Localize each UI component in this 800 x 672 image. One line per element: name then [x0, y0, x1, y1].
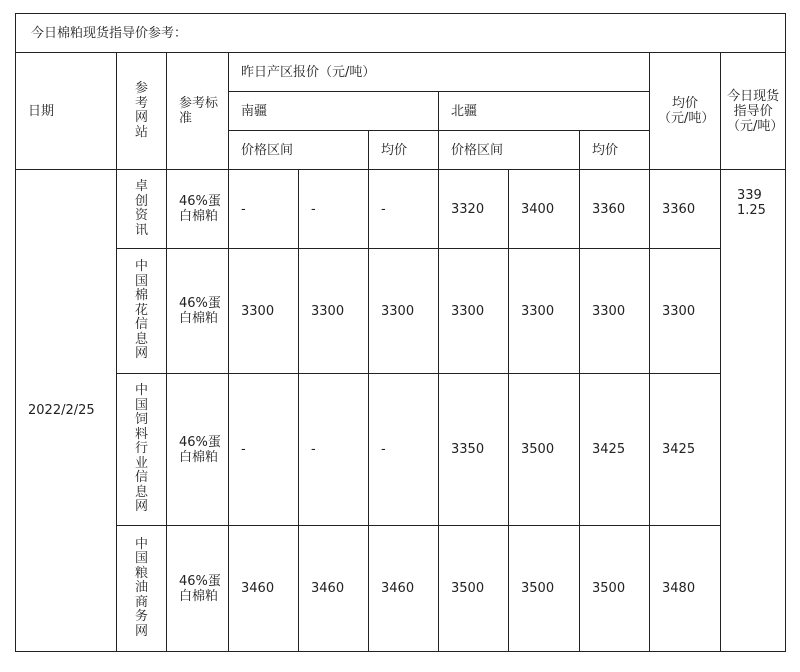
date-cell: 2022/2/25: [16, 170, 117, 652]
north-avg-cell: 3360: [580, 170, 650, 249]
header-date: 日期: [16, 53, 117, 170]
standard-cell: 46%蛋白棉粕: [167, 249, 229, 374]
header-standard: 参考标准: [167, 53, 229, 170]
south-avg-cell: -: [369, 374, 439, 526]
north-low-cell: 3500: [439, 526, 509, 652]
standard-cell: 46%蛋白棉粕: [167, 526, 229, 652]
header-south-range: 价格区间: [229, 131, 369, 170]
south-low-cell: 3460: [229, 526, 299, 652]
south-low-cell: -: [229, 170, 299, 249]
header-north: 北疆: [439, 92, 650, 131]
south-avg-cell: 3460: [369, 526, 439, 652]
north-low-cell: 3320: [439, 170, 509, 249]
north-low-cell: 3350: [439, 374, 509, 526]
header-site: 参考网站: [117, 53, 167, 170]
north-high-cell: 3500: [509, 526, 580, 652]
table-row: [16, 526, 786, 652]
table-title: 今日棉粕现货指导价参考：: [16, 14, 786, 53]
site-cell: 中国棉花信息网: [117, 249, 167, 374]
header-avg-unit: 均价（元/吨）: [650, 53, 721, 170]
price-table: [15, 13, 786, 652]
header-south: 南疆: [229, 92, 439, 131]
north-avg-cell: 3425: [580, 374, 650, 526]
south-low-cell: -: [229, 374, 299, 526]
guide-price-value: 339 1.25: [737, 188, 766, 218]
north-high-cell: 3300: [509, 249, 580, 374]
avg-cell: 3480: [650, 526, 721, 652]
south-high-cell: 3300: [299, 249, 369, 374]
south-high-cell: 3460: [299, 526, 369, 652]
table-row: [16, 374, 786, 526]
south-high-cell: -: [299, 374, 369, 526]
guide-price-cell: [721, 170, 786, 652]
site-cell: 卓创资讯: [117, 170, 167, 249]
south-low-cell: 3300: [229, 249, 299, 374]
south-high-cell: -: [299, 170, 369, 249]
avg-cell: 3300: [650, 249, 721, 374]
standard-cell: 46%蛋白棉粕: [167, 374, 229, 526]
header-row-1: [16, 53, 786, 92]
north-high-cell: 3400: [509, 170, 580, 249]
table-row: [16, 170, 786, 249]
south-avg-cell: -: [369, 170, 439, 249]
header-south-avg: 均价: [369, 131, 439, 170]
header-guide-price: 今日现货指导价（元/吨）: [721, 53, 786, 170]
standard-cell: 46%蛋白棉粕: [167, 170, 229, 249]
title-row: [16, 14, 786, 53]
south-avg-cell: 3300: [369, 249, 439, 374]
header-north-range: 价格区间: [439, 131, 580, 170]
table-row: [16, 249, 786, 374]
north-avg-cell: 3500: [580, 526, 650, 652]
header-yesterday-quote: 昨日产区报价（元/吨）: [229, 53, 650, 92]
header-north-avg: 均价: [580, 131, 650, 170]
north-low-cell: 3300: [439, 249, 509, 374]
site-cell: 中国饲料行业信息网: [117, 374, 167, 526]
north-avg-cell: 3300: [580, 249, 650, 374]
avg-cell: 3425: [650, 374, 721, 526]
avg-cell: 3360: [650, 170, 721, 249]
site-cell: 中国粮油商务网: [117, 526, 167, 652]
north-high-cell: 3500: [509, 374, 580, 526]
